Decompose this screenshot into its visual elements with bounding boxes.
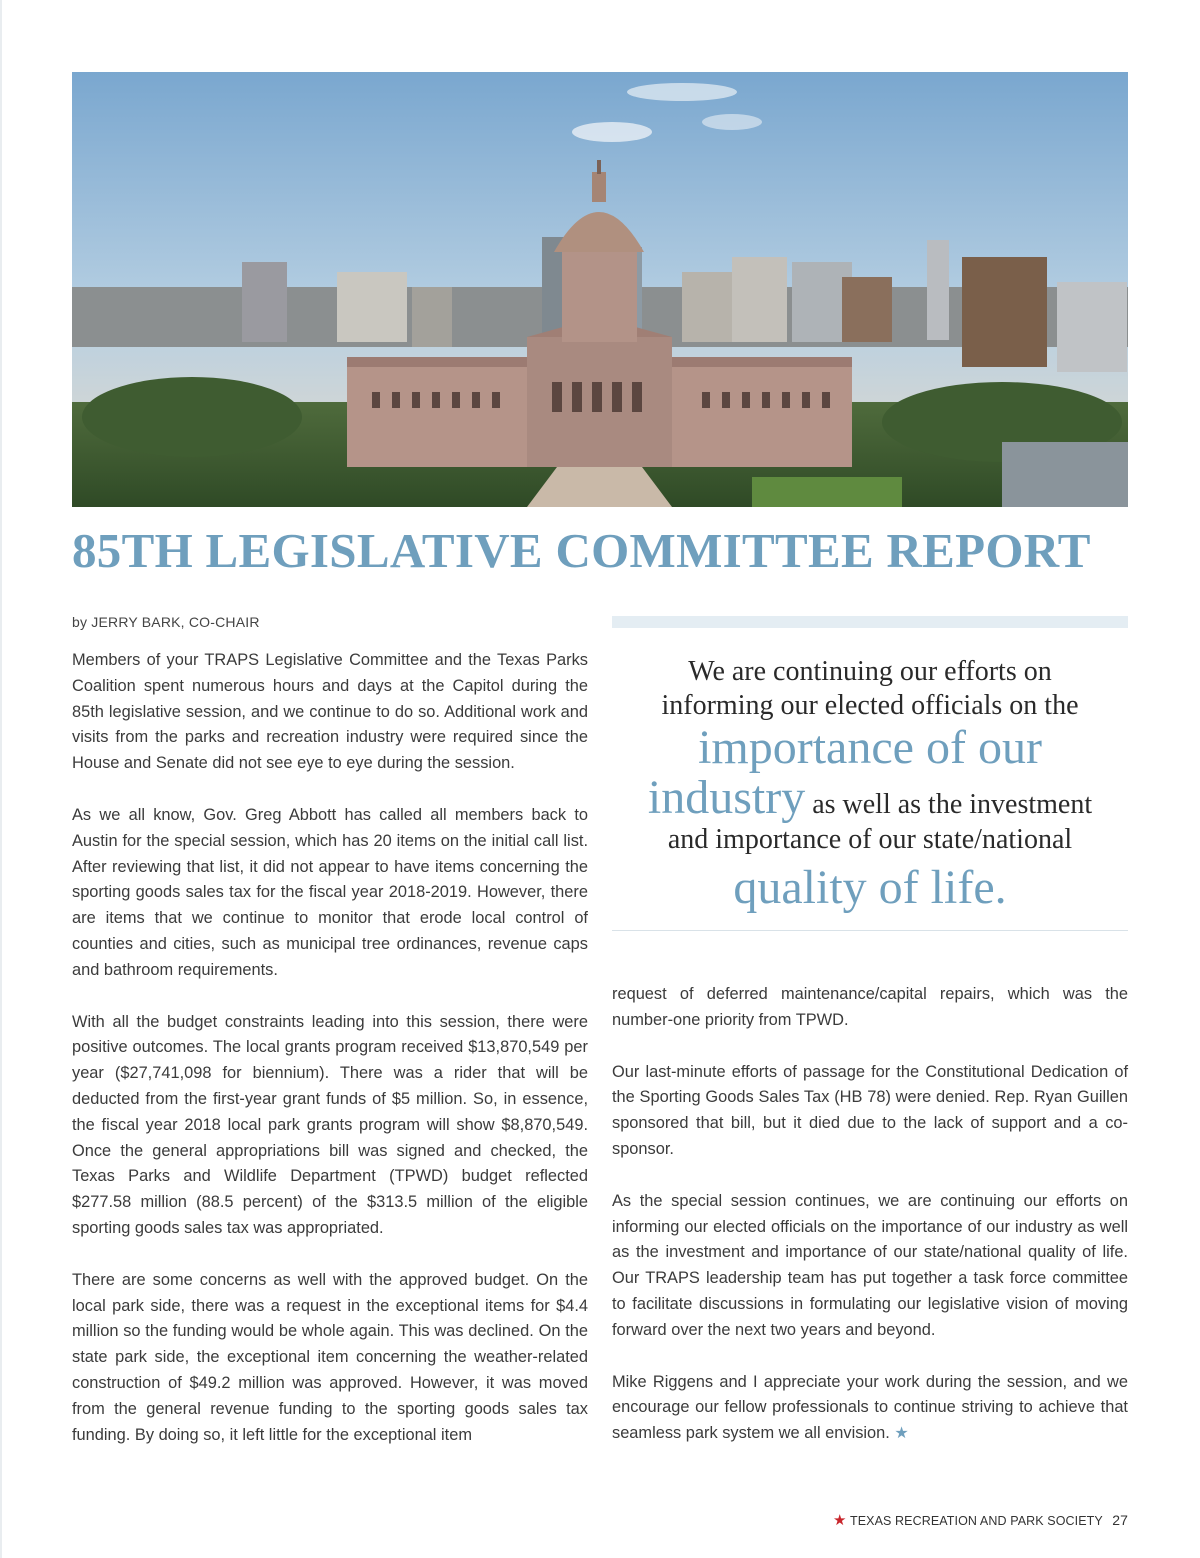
paragraph: As we all know, Gov. Greg Abbott has called all members back to Austin for the special session, which has 20 items on the initial call list. After reviewing that list, it did not appear to have items concerning the sporting goods sales tax for the fiscal year 2018-2019. However, there are items that we continue to monitor that erode local control of counties and cities, such as municipal tree ordinances, revenue caps and bathroom requirements. [72, 805, 588, 979]
paragraph: Members of your TRAPS Legislative Committee and the Texas Parks Coalition spent numerous hours and days at the Capitol during the 85th legislative session, and we continue to do so. Additional work and visits from the parks and recreation industry were required since the House and Senate did not see eye to eye during the session. [72, 651, 588, 773]
pull-quote-top-bar [612, 616, 1128, 628]
page-title: 85TH LEGISLATIVE COMMITTEE REPORT [72, 523, 1091, 578]
byline: by JERRY BARK, CO-CHAIR [72, 614, 260, 630]
paragraph: With all the budget constraints leading into this session, there were positive outcomes. The local grants program received $13,870,549 per year ($27,741,098 for biennium). There was a rider that will be deducted from the first-year grant funds of $5 million. So, in essence, the fiscal year 2018 local park grants program will show $8,870,549. Once the general appropriations bill was signed and checked, the Texas Parks and Wildlife Department (TPWD) budget reflected $277.58 million (88.5 percent) of the $313.5 million of the eligible sporting goods sales tax was appropriated. [72, 1012, 588, 1237]
paragraph: As the special session continues, we are continuing our efforts on informing our elected officials on the importance of our industry as well as the investment and importance of our state/national quality of life. Our TRAPS leadership team has put together a task force committee to facilitate discussions in formulating our legislative vision of moving forward over the next two years and beyond. [612, 1191, 1128, 1339]
paragraph: There are some concerns as well with the approved budget. On the local park side, there was a request in the exceptional items for $4.4 million so the funding would be whole again. This was declined. On the state park side, the exceptional item concerning the weather-related construction of $49.2 million was approved. However, it was moved from the general revenue funding to the sporting goods sales tax funding. By doing so, it left little for the exceptional item [72, 1270, 588, 1444]
capitol-skyline-photo [72, 72, 1128, 507]
paragraph [612, 1370, 1128, 1447]
hero-photo [72, 72, 1128, 507]
footer-org: TEXAS RECREATION AND PARK SOCIETY [849, 1514, 1103, 1528]
page-number: 27 [1112, 1512, 1128, 1528]
right-column [612, 982, 1128, 1473]
pull-quote-line: and importance of our state/national [667, 824, 1073, 855]
pull-quote-emphasis: industry [647, 771, 806, 824]
left-column [72, 648, 588, 1474]
pull-quote-emphasis: importance of our [698, 721, 1042, 774]
pull-quote-line: We are continuing our efforts on [688, 656, 1052, 687]
pull-quote-line: as well as the investment [805, 789, 1093, 820]
page-footer [833, 1511, 1128, 1529]
pull-quote-bottom-rule [612, 930, 1128, 931]
pull-quote [612, 655, 1128, 913]
star-icon: ★ [833, 1512, 847, 1529]
paragraph-text: Mike Riggens and I appreciate your work during the session, and we encourage our fellow professionals to continue striving to achieve that seamless park system we all envision. [612, 1372, 1128, 1443]
page-edge [0, 0, 2, 1558]
pull-quote-line: informing our elected officials on the [661, 690, 1079, 721]
paragraph: request of deferred maintenance/capital repairs, which was the number-one priority from TPWD. [612, 985, 1128, 1029]
pull-quote-emphasis: quality of life. [733, 861, 1007, 914]
paragraph: Our last-minute efforts of passage for the Constitutional Dedication of the Sporting Goods Sales Tax (HB 78) were denied. Rep. Ryan Guillen sponsored that bill, but it died due to the lack of support and a co-sponsor. [612, 1062, 1128, 1158]
end-star-icon: ★ [894, 1425, 909, 1443]
